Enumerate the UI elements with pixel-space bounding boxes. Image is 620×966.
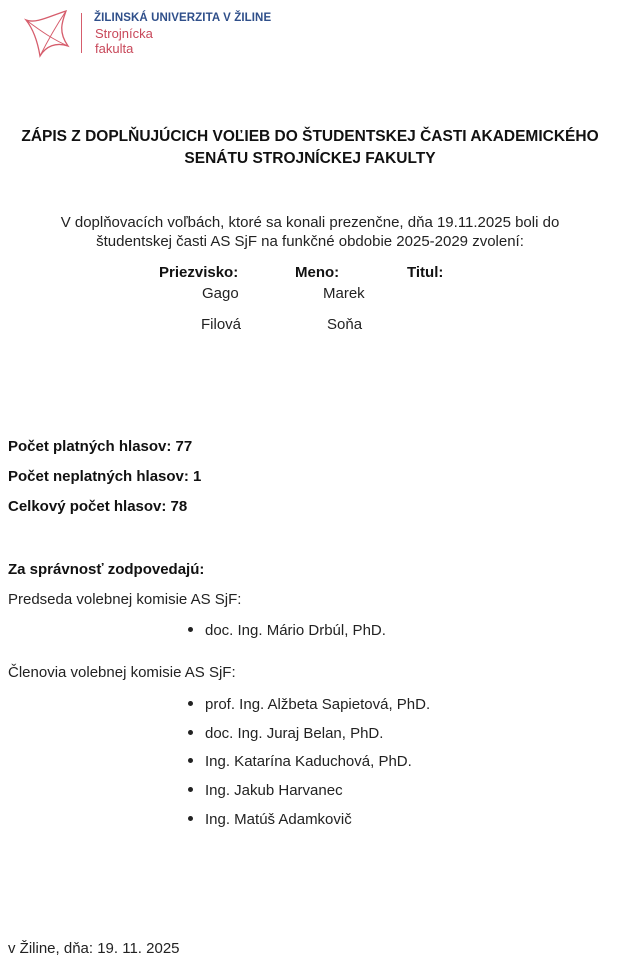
university-logo-icon (22, 8, 72, 58)
member-item (188, 753, 412, 770)
intro-paragraph (0, 213, 620, 251)
faculty-name-line1: Strojnícka (95, 26, 153, 41)
bullet-icon (188, 730, 193, 735)
intro-line-1: V doplňovacích voľbách, ktoré sa konali prezenčne, dňa 19.11.2025 boli do (60, 214, 560, 231)
chair-item (188, 622, 386, 639)
member-name: Ing. Matúš Adamkovič (205, 811, 352, 828)
row1-name: Marek (323, 285, 365, 302)
header-title: Titul: (407, 264, 444, 281)
chair-label: Predseda volebnej komisie AS SjF: (8, 591, 242, 608)
place-date: v Žiline, dňa: 19. 11. 2025 (8, 940, 180, 957)
bullet-icon (188, 701, 193, 706)
intro-line-2: študentskej časti AS SjF na funkčné obdobie 2025-2029 zvolení: (96, 233, 524, 250)
member-item (188, 811, 352, 828)
university-name: ŽILINSKÁ UNIVERZITA V ŽILINE (94, 12, 272, 24)
document-title (0, 126, 620, 170)
valid-votes: Počet platných hlasov: 77 (8, 438, 193, 455)
member-item (188, 782, 343, 799)
header-surname: Priezvisko: (159, 264, 239, 281)
member-name: Ing. Jakub Harvanec (205, 782, 343, 799)
chair-name: doc. Ing. Mário Drbúl, PhD. (205, 622, 386, 639)
member-item (188, 696, 430, 713)
bullet-icon (188, 627, 193, 632)
bullet-icon (188, 816, 193, 821)
row2-name: Soňa (327, 316, 363, 333)
member-name: Ing. Katarína Kaduchová, PhD. (205, 753, 412, 770)
member-item (188, 725, 383, 742)
member-name: prof. Ing. Alžbeta Sapietová, PhD. (205, 696, 431, 713)
logo-divider (81, 13, 82, 53)
row2-surname: Filová (201, 316, 242, 333)
header-name: Meno: (295, 264, 340, 281)
invalid-votes: Počet neplatných hlasov: 1 (8, 468, 202, 485)
row1-surname: Gago (202, 285, 239, 302)
bullet-icon (188, 787, 193, 792)
title-line-2: SENÁTU STROJNÍCKEJ FAKULTY (184, 150, 436, 167)
responsibility-heading: Za správnosť zodpovedajú: (8, 561, 205, 578)
members-label: Členovia volebnej komisie AS SjF: (8, 664, 236, 681)
title-line-1: ZÁPIS Z DOPLŇUJÚCICH VOĽIEB DO ŠTUDENTSKEJ ČASTI AKADEMICKÉHO (21, 128, 599, 145)
faculty-name-line2: fakulta (95, 41, 134, 56)
bullet-icon (188, 758, 193, 763)
member-name: doc. Ing. Juraj Belan, PhD. (205, 725, 384, 742)
total-votes: Celkový počet hlasov: 78 (8, 498, 188, 515)
